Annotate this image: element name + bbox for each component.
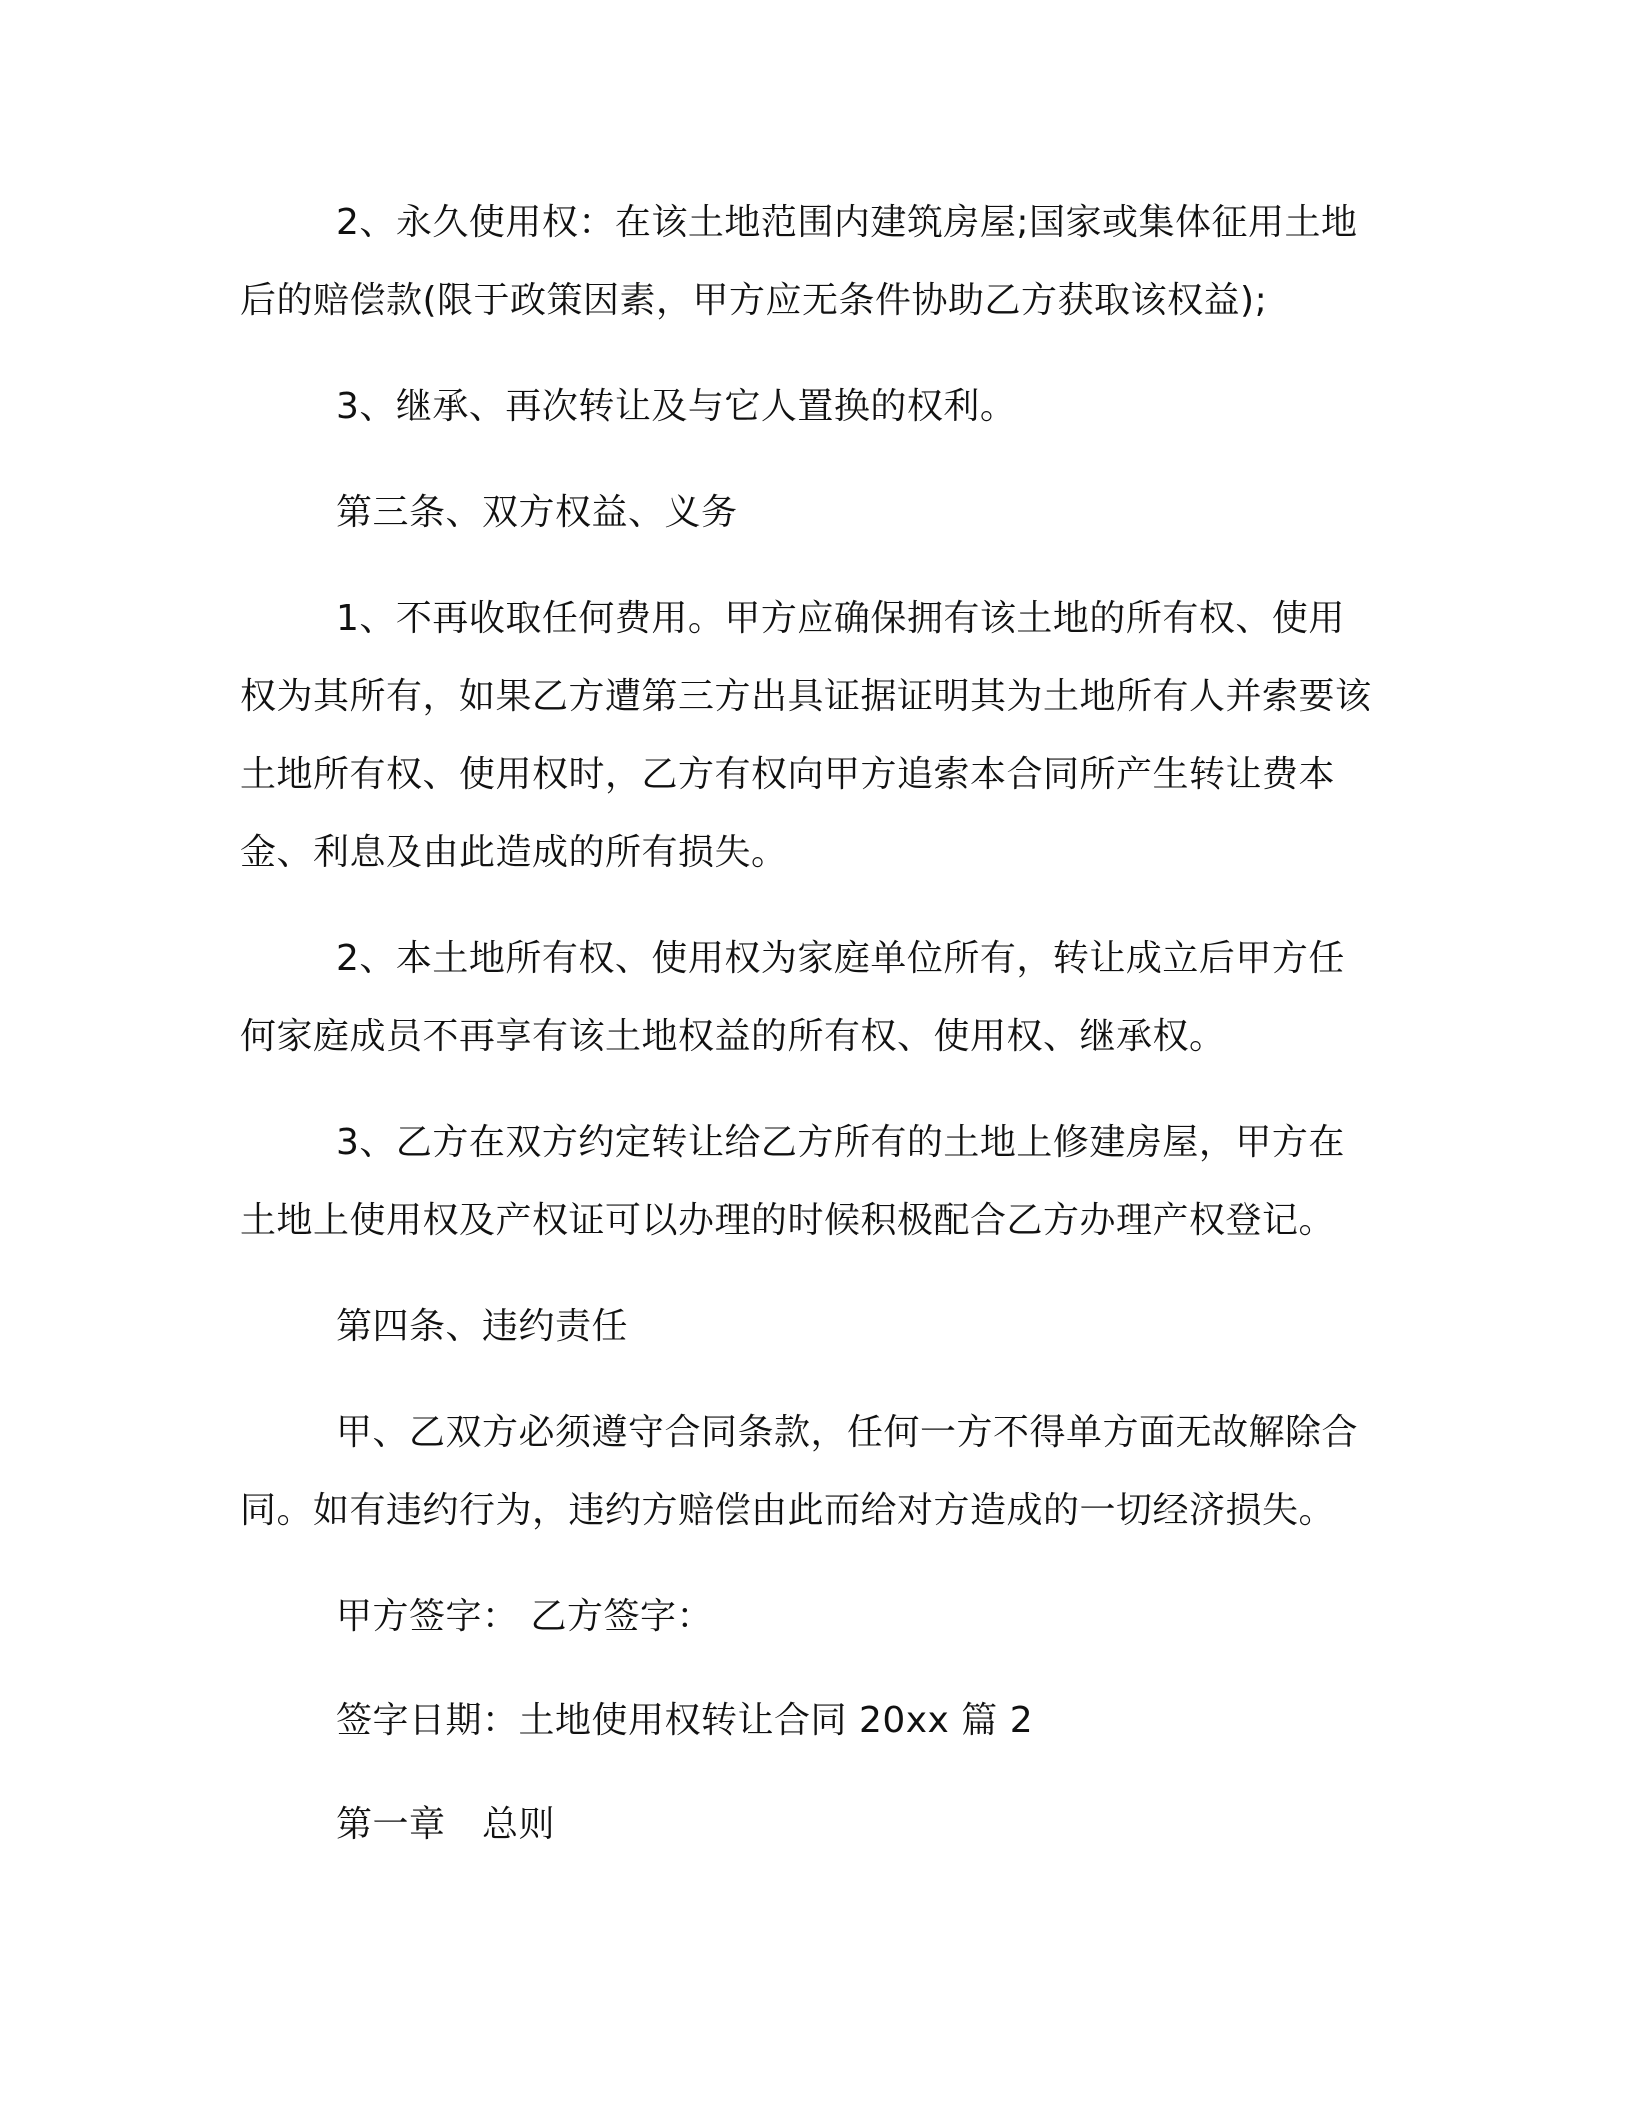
clause-inheritance-right: 3、继承、再次转让及与它人置换的权利。: [336, 386, 1017, 427]
signature-date-line: 签字日期：土地使用权转让合同 20xx 篇 2: [336, 1700, 1034, 1741]
clause-breach-liability: 甲、乙双方必须遵守合同条款，任何一方不得单方面无故解除合同。如有违约行为，违约方赔偿由此而给对方造成的一切经济损失。: [240, 1412, 1359, 1531]
article-4-heading: 第四条、违约责任: [336, 1306, 629, 1347]
signature-line: 甲方签字： 乙方签字：: [336, 1596, 713, 1637]
clause-permanent-use-right: 2、永久使用权：在该土地范围内建筑房屋;国家或集体征用土地后的赔偿款(限于政策因素，甲方应无条件协助乙方获取该权益);: [240, 202, 1358, 321]
clause-family-ownership: 2、本土地所有权、使用权为家庭单位所有，转让成立后甲方任何家庭成员不再享有该土地权益的所有权、使用权、继承权。: [240, 938, 1345, 1057]
clause-property-registration: 3、乙方在双方约定转让给乙方所有的土地上修建房屋，甲方在土地上使用权及产权证可以办理的时候积极配合乙方办理产权登记。: [240, 1122, 1345, 1241]
clause-no-fees: 1、不再收取任何费用。甲方应确保拥有该土地的所有权、使用权为其所有，如果乙方遭第三方出具证据证明其为土地所有人并索要该土地所有权、使用权时，乙方有权向甲方追索本合同所产生转让费本金、利息及由此造成的所有损失。: [240, 598, 1372, 873]
chapter-1-heading: 第一章 总则: [336, 1804, 556, 1845]
article-3-heading: 第三条、双方权益、义务: [336, 492, 738, 533]
document-body: [240, 184, 1380, 1864]
